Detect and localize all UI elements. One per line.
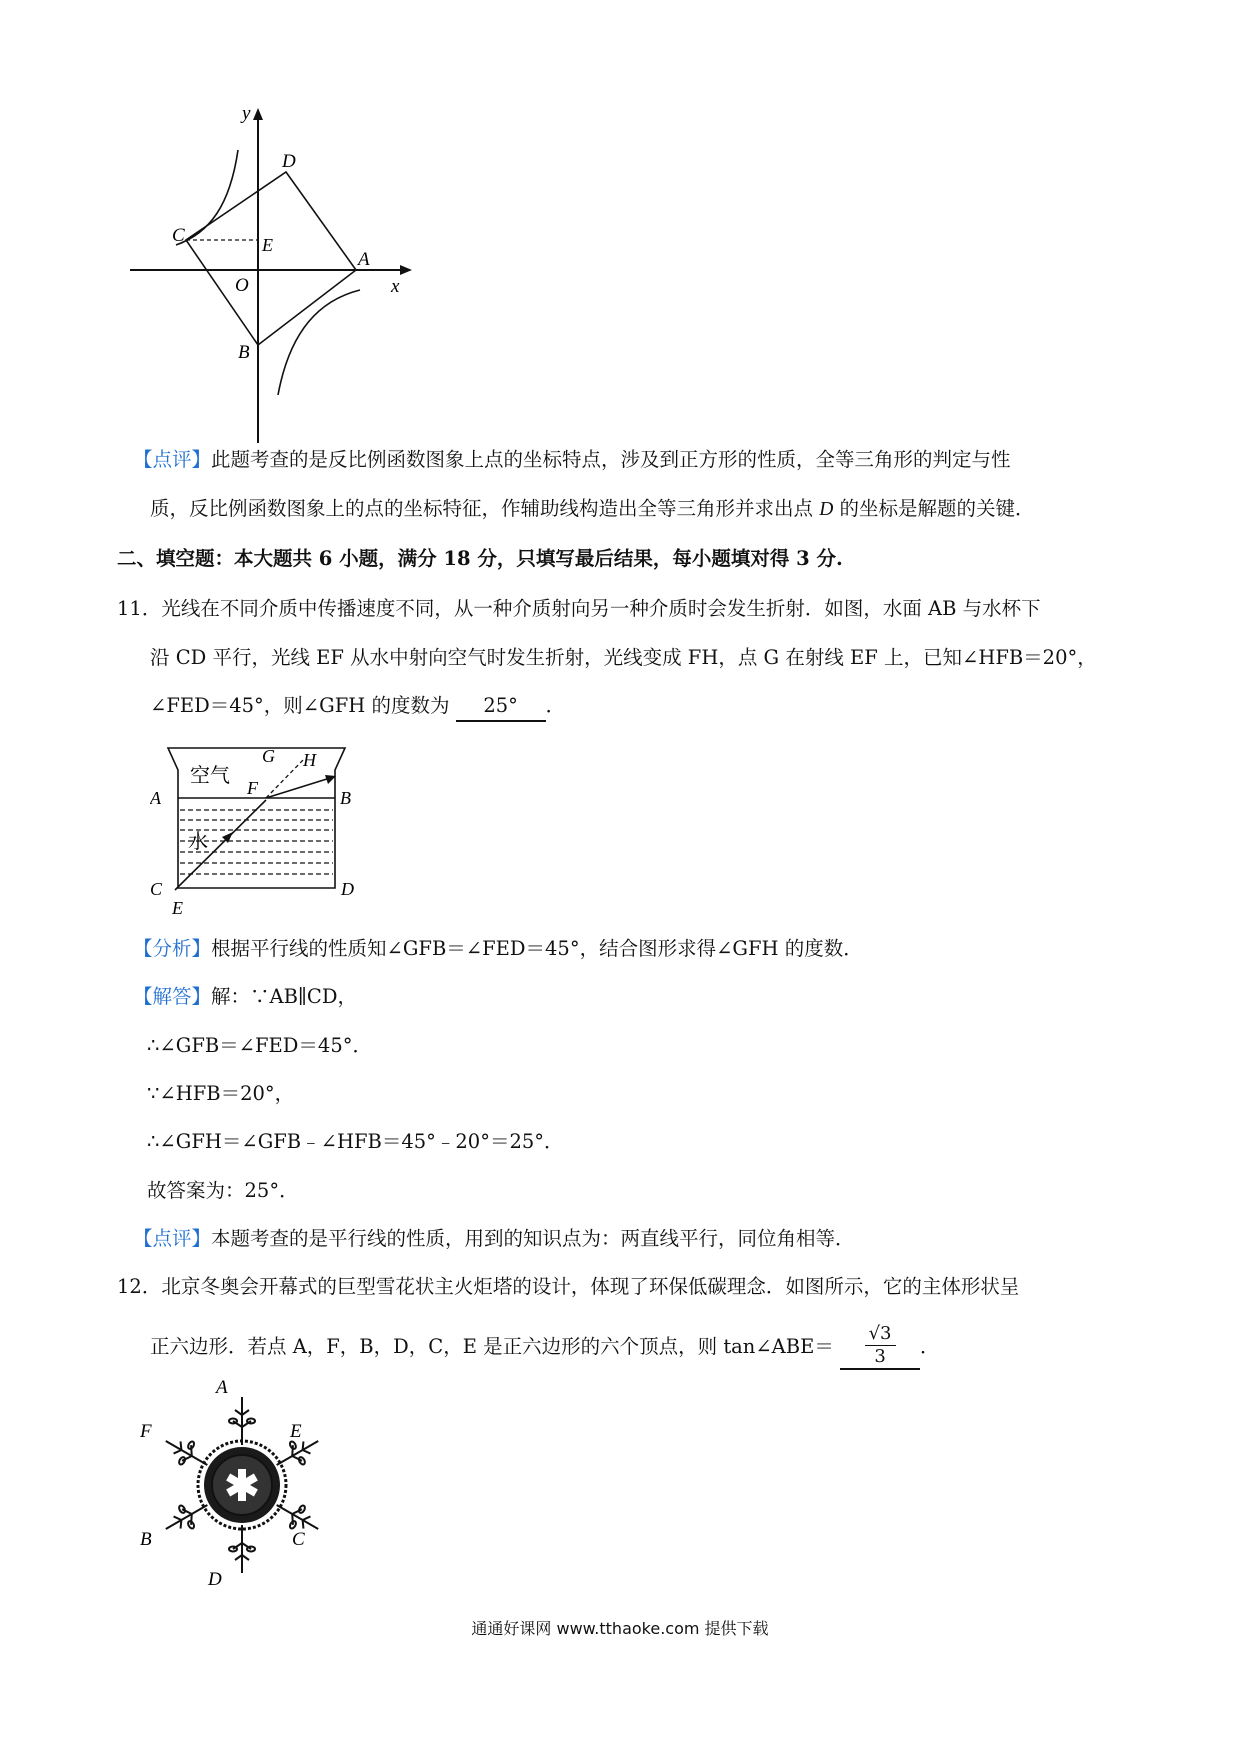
label-air: 空气: [190, 765, 230, 787]
label-f: F: [140, 1421, 152, 1442]
q11-solution-line1: 【解答】解：∵AB∥CD，: [133, 985, 357, 1008]
x-axis-arrow: [400, 265, 412, 275]
q11-analysis: 【分析】根据平行线的性质知∠GFB＝∠FED＝45°，结合图形求得∠GFH 的度数．: [133, 937, 863, 960]
q11-answer-blank: 25°: [456, 692, 546, 722]
label-f: F: [247, 778, 258, 798]
label-a: A: [216, 1377, 228, 1398]
review1-line2: 质，反比例函数图象上的点的坐标特征，作辅助线构造出全等三角形并求出点 D 的坐标是解题的关键．: [150, 497, 1035, 520]
label-water: 水: [188, 831, 208, 853]
q12-line2: 正六边形．若点 A，F，B，D，C，E 是正六边形的六个顶点，则 tan∠ABE＝ $\frac{√3}{3}$ ．: [150, 1325, 940, 1372]
label-e: E: [262, 235, 273, 255]
q11-solution-line4: ∴∠GFH＝∠GFB﹣∠HFB＝45°﹣20°＝25°．: [147, 1130, 564, 1153]
label-a: A: [150, 788, 161, 808]
q11-line2: 沿 CD 平行，光线 EF 从水中射向空气时发生折射，光线变成 FH，点 G 在射线 EF 上，已知∠HFB＝20°，: [150, 646, 1097, 669]
label-c: C: [150, 879, 163, 899]
q12-answer-blank: [840, 1323, 920, 1370]
q11-line3: ∠FED＝45°，则∠GFH 的度数为 25° ．: [150, 692, 565, 722]
q12-number: 12．: [117, 1275, 162, 1298]
q11-review: 【点评】本题考查的是平行线的性质，用到的知识点为：两直线平行，同位角相等．: [133, 1227, 855, 1250]
ray-fh: [266, 778, 330, 798]
q12-answer-fraction: $\frac{√3}{3}$: [865, 1323, 896, 1368]
label-x: x: [391, 276, 400, 297]
y-axis-arrow: [253, 108, 263, 120]
q11-solution-line3: ∵∠HFB＝20°，: [147, 1082, 295, 1105]
section-heading: 二、填空题：本大题共 6 小题，满分 18 分，只填写最后结果，每小题填对得 3 分.: [117, 547, 843, 570]
label-e: E: [172, 898, 183, 915]
review-tag: 【点评】: [133, 448, 212, 471]
review1-line1: 【点评】此题考查的是反比例函数图象上点的坐标特点，涉及到正方形的性质，全等三角形的判定与性: [133, 448, 1011, 471]
label-d: D: [341, 879, 354, 899]
label-d: D: [208, 1569, 222, 1590]
label-b: B: [238, 342, 250, 363]
q12-line1: 12．北京冬奥会开幕式的巨型雪花状主火炬塔的设计，体现了环保低碳理念．如图所示，它的主体形状呈: [117, 1275, 1020, 1298]
hyperbola-branch-upper: [176, 150, 238, 245]
label-a: A: [358, 249, 370, 270]
q11-solution-line2: ∴∠GFB＝∠FED＝45°．: [147, 1034, 372, 1057]
label-y: y: [242, 103, 251, 124]
label-b: B: [140, 1529, 152, 1550]
q11-solution-line5: 故答案为：25°．: [147, 1179, 299, 1202]
label-h: H: [303, 750, 316, 770]
hyperbola-branch-lower: [278, 290, 360, 395]
label-b: B: [340, 788, 351, 808]
square-abcd: [186, 172, 356, 345]
square-hyperbola-figure: [120, 95, 450, 445]
water-cup-figure: [150, 740, 370, 915]
label-c: C: [172, 225, 185, 246]
label-o: O: [235, 275, 249, 296]
label-d: D: [282, 151, 296, 172]
page-footer: 通通好课网 www.tthaoke.com 提供下载: [471, 1619, 769, 1638]
q11-number: 11．: [117, 597, 162, 620]
label-g: G: [262, 746, 275, 766]
label-c: C: [292, 1529, 305, 1550]
q11-line1: 11．光线在不同介质中传播速度不同，从一种介质射向另一种介质时会发生折射．如图，水面 AB 与水杯下: [117, 597, 1041, 620]
snowflake-figure: [140, 1375, 350, 1590]
label-e: E: [290, 1421, 302, 1442]
